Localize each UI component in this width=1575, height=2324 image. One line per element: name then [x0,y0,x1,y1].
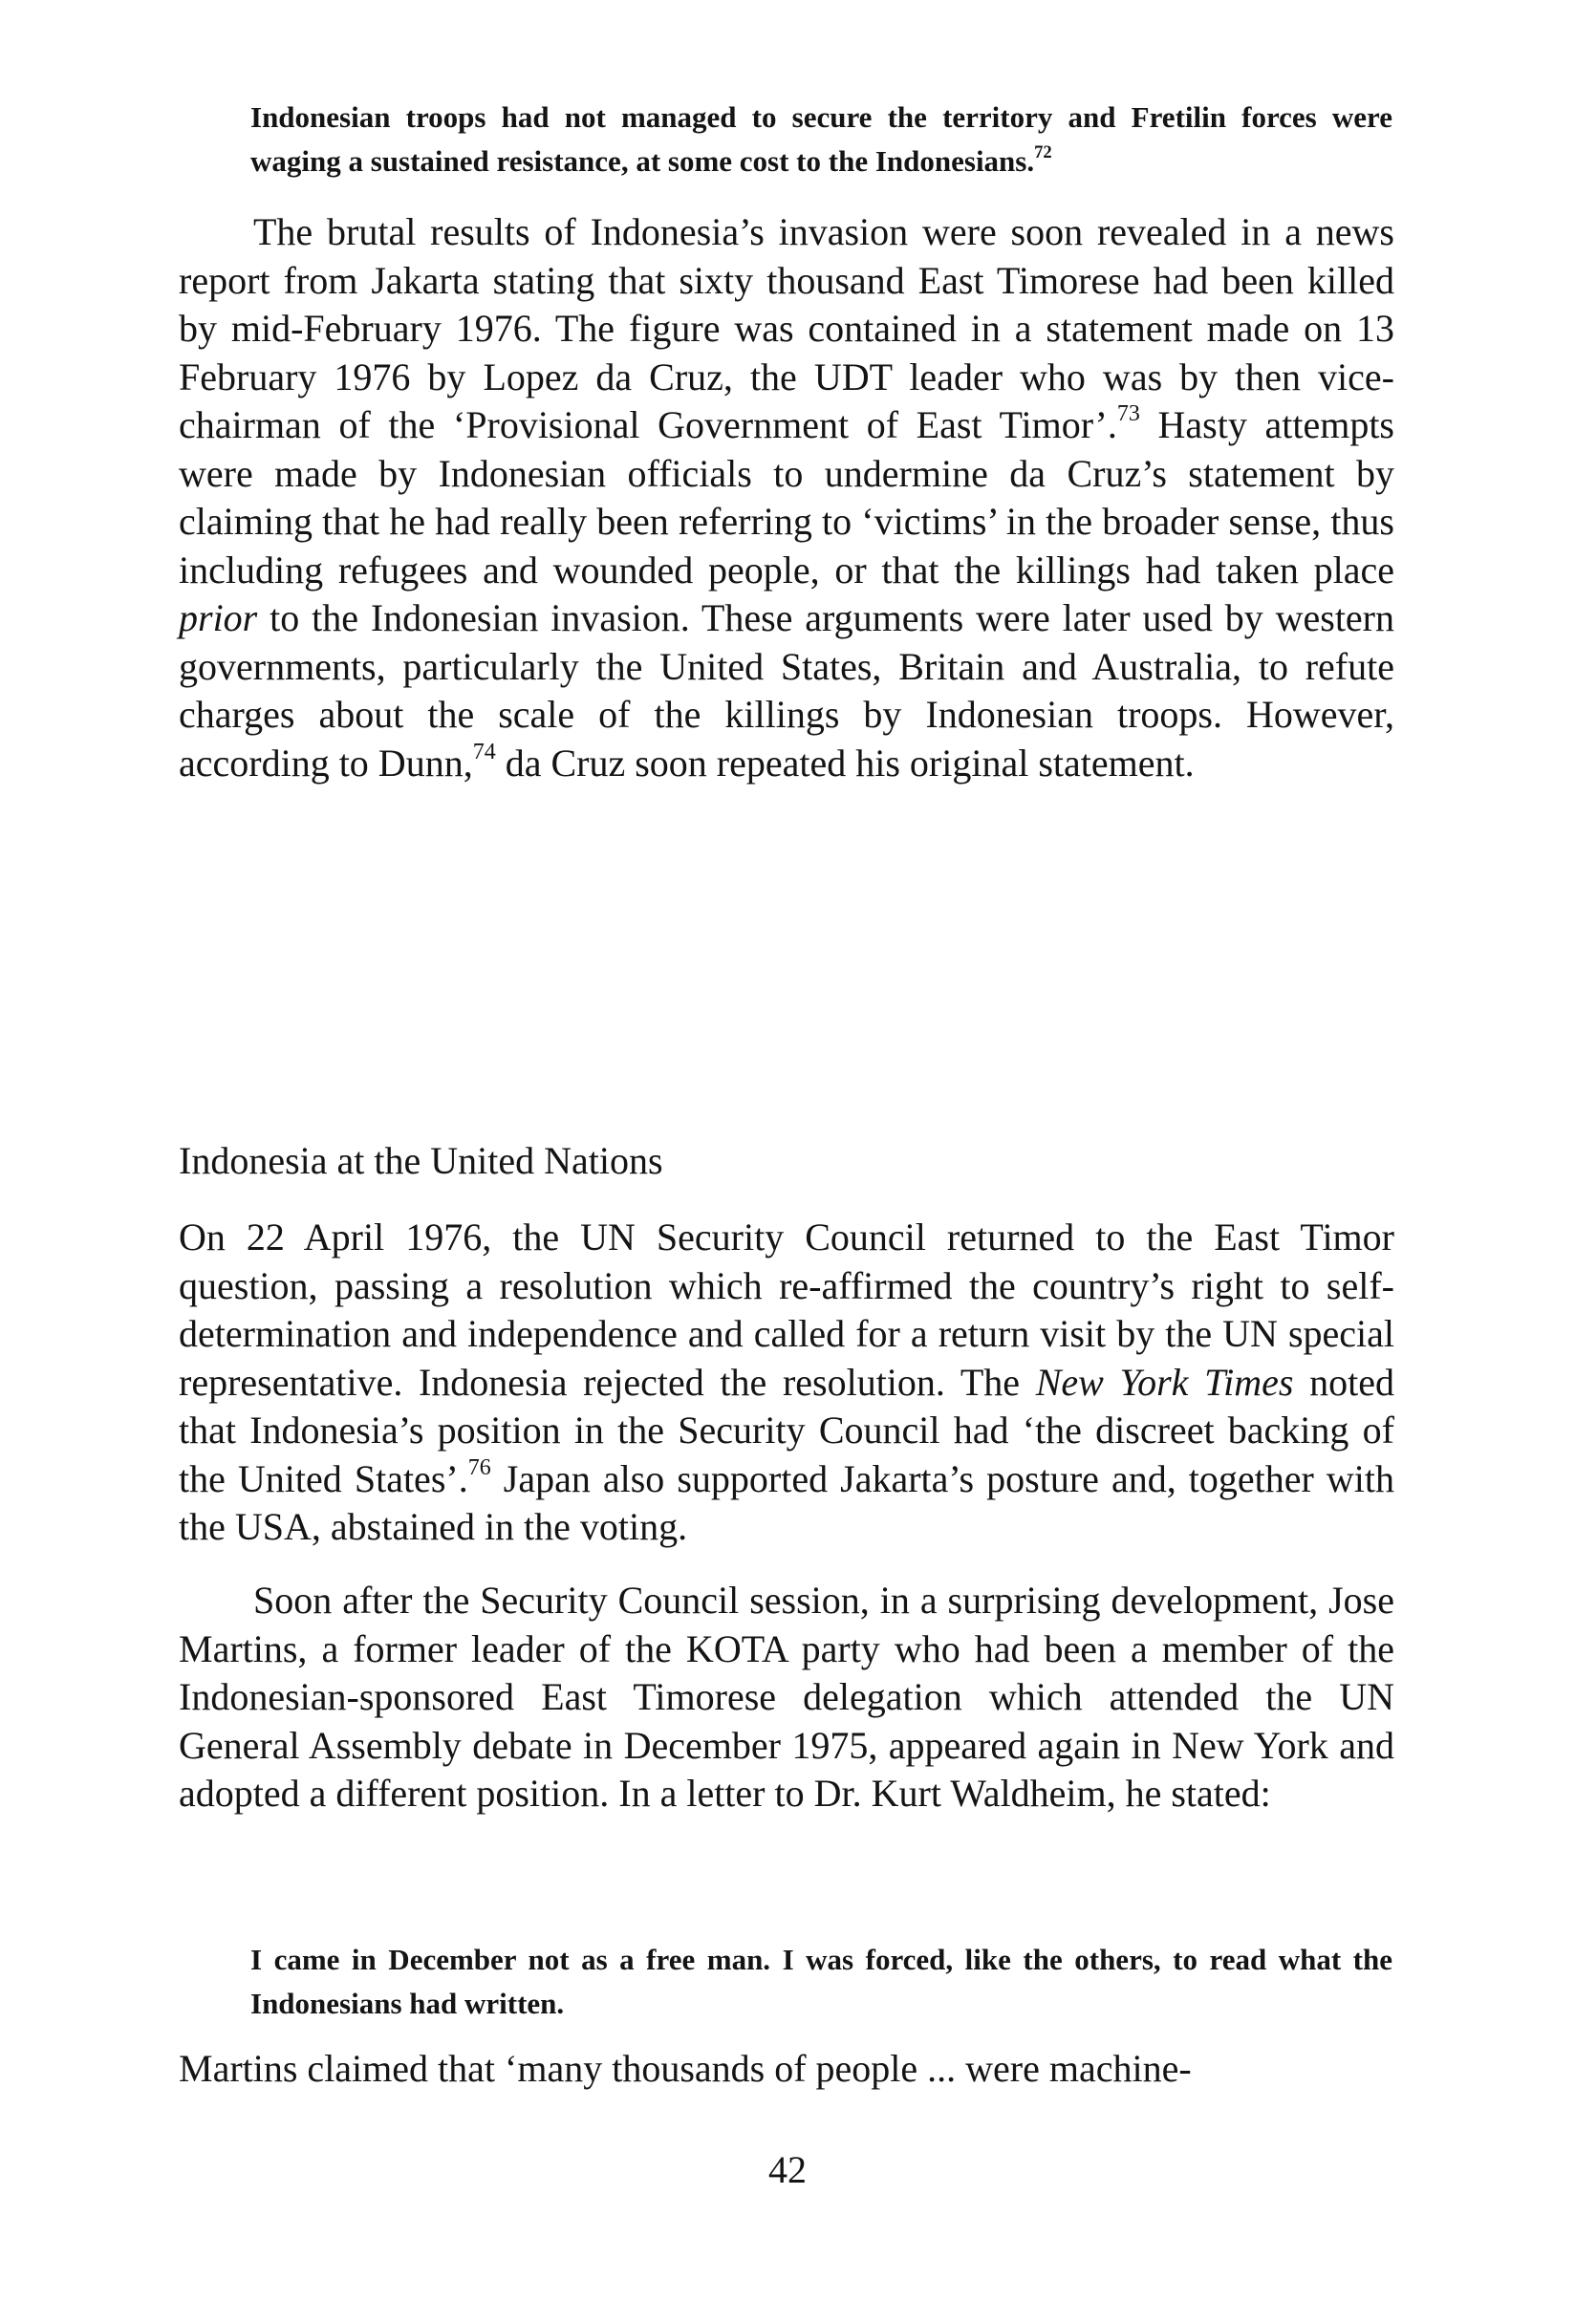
footnote-ref-73: 73 [1116,401,1140,426]
paragraph-3-text: Soon after the Security Council session, in a surprising development, Jose Martins, a former leader of the KOTA party who had been a member of the Indonesian-sponsored East Timorese delegation which attended the UN General Assembly debate in December 1975, appeared again in New York and adopted a different position. In a letter to Dr. Kurt Waldheim, he stated: [179,1579,1394,1815]
paragraph-1-text-c: to the Indonesian invasion. These arguments were later used by western governments, particularly the United States, Britain and Australia, to refute charges about the scale of the killings by Indonesian troops. However, according to Dunn, [179,596,1394,785]
block-quote-1 [250,96,1392,183]
footnote-ref-76: 76 [467,1454,491,1480]
paragraph-1-text-d: da Cruz soon repeated his original statement. [495,741,1195,785]
paragraph-1-text-a: The brutal results of Indonesia’s invasion were soon revealed in a news report from Jakarta stating that sixty thousand East Timorese had been killed by mid-February 1976. The figure was contained in a statement made on 13 February 1976 by Lopez da Cruz, the UDT leader who was by then vice-chairman of the ‘Provisional Government of East Timor’. [179,210,1394,446]
section-heading: Indonesia at the United Nations [179,1139,663,1182]
quote-1-text: Indonesian troops had not managed to secure the territory and Fretilin forces were waging a sustained resistance, at some cost to the Indonesians. [250,100,1392,178]
page-number: 42 [768,2148,807,2191]
paragraph-1-emphasis: prior [179,596,258,639]
paragraph-2-text-a: On 22 April 1976, the UN Security Council returned to the East Timor question, passing a resolution which re-affirmed the country’s right to self-determination and independence and called for a return visit by the UN special representative. Indonesia rejected the resolution. The [179,1216,1394,1404]
paragraph-1 [179,208,1394,787]
paragraph-2 [179,1214,1394,1552]
paragraph-4 [179,2045,1394,2094]
paragraph-2-emphasis: New York Times [1035,1360,1294,1404]
paragraph-4-text: Martins claimed that ‘many thousands of people ... were machine- [179,2047,1192,2090]
footnote-ref-74: 74 [472,739,496,764]
paragraph-1-text-b: Hasty attempts were made by Indonesian officials to undermine da Cruz’s statement by claiming that he had really been referring to ‘victims’ in the broader sense, thus including refugees and wounded people, or that the killings had taken place [179,403,1394,592]
quote-2-text: I came in December not as a free man. I was forced, like the others, to read what the Indonesians had written. [250,1943,1392,2020]
block-quote-2 [250,1938,1392,2026]
footnote-ref-72: 72 [1034,142,1052,163]
paragraph-3 [179,1577,1394,1818]
paragraph-2-text-c: Japan also supported Jakarta’s posture and, together with the USA, abstained in the voting. [179,1456,1394,1548]
paragraph-2-text-b: noted that Indonesia’s position in the Security Council had ‘the discreet backing of the United States’. [179,1360,1394,1500]
